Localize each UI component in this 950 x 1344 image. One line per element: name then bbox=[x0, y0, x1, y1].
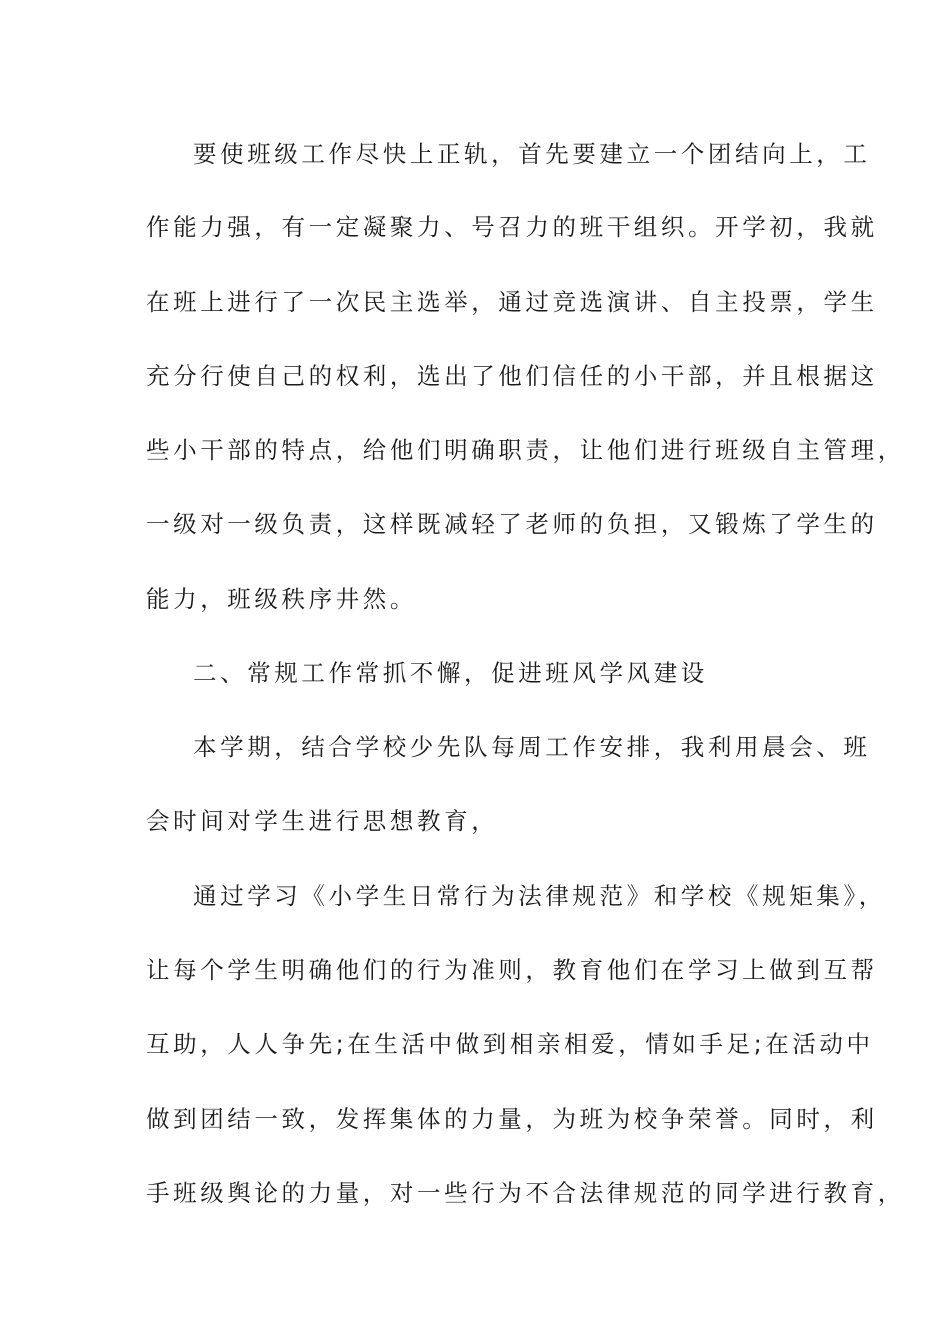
paragraph-line: 让每个学生明确他们的行为准则，教育他们在学习上做到互帮 bbox=[146, 956, 878, 984]
paragraph-line: 一级对一级负责，这样既减轻了老师的负担，又锻炼了学生的 bbox=[146, 510, 878, 538]
paragraph-line: 充分行使自己的权利，选出了他们信任的小干部，并且根据这 bbox=[146, 362, 878, 390]
paragraph-line: 做到团结一致，发挥集体的力量，为班为校争荣誉。同时，利 bbox=[146, 1105, 878, 1133]
paragraph-line: 互助，人人争先;在生活中做到相亲相爱，情如手足;在活动中 bbox=[146, 1030, 874, 1058]
paragraph-line: 些小干部的特点，给他们明确职责，让他们进行班级自主管理， bbox=[146, 436, 905, 464]
paragraph-line: 手班级舆论的力量，对一些行为不合法律规范的同学进行教育， bbox=[146, 1179, 905, 1207]
paragraph-line: 作能力强，有一定凝聚力、号召力的班干组织。开学初，我就 bbox=[146, 213, 878, 241]
section-heading: 二、常规工作常抓不懈，促进班风学风建设 bbox=[193, 659, 708, 687]
paragraph-line: 要使班级工作尽快上正轨，首先要建立一个团结向上，工 bbox=[193, 140, 871, 168]
paragraph-line: 本学期，结合学校少先队每周工作安排，我利用晨会、班 bbox=[193, 733, 871, 761]
paragraph-line: 通过学习《小学生日常行为法律规范》和学校《规矩集》， bbox=[193, 882, 886, 910]
paragraph-line: 能力，班级秩序井然。 bbox=[146, 585, 417, 613]
paragraph-line: 会时间对学生进行思想教育， bbox=[146, 807, 499, 835]
paragraph-line: 在班上进行了一次民主选举，通过竞选演讲、自主投票，学生 bbox=[146, 288, 878, 316]
